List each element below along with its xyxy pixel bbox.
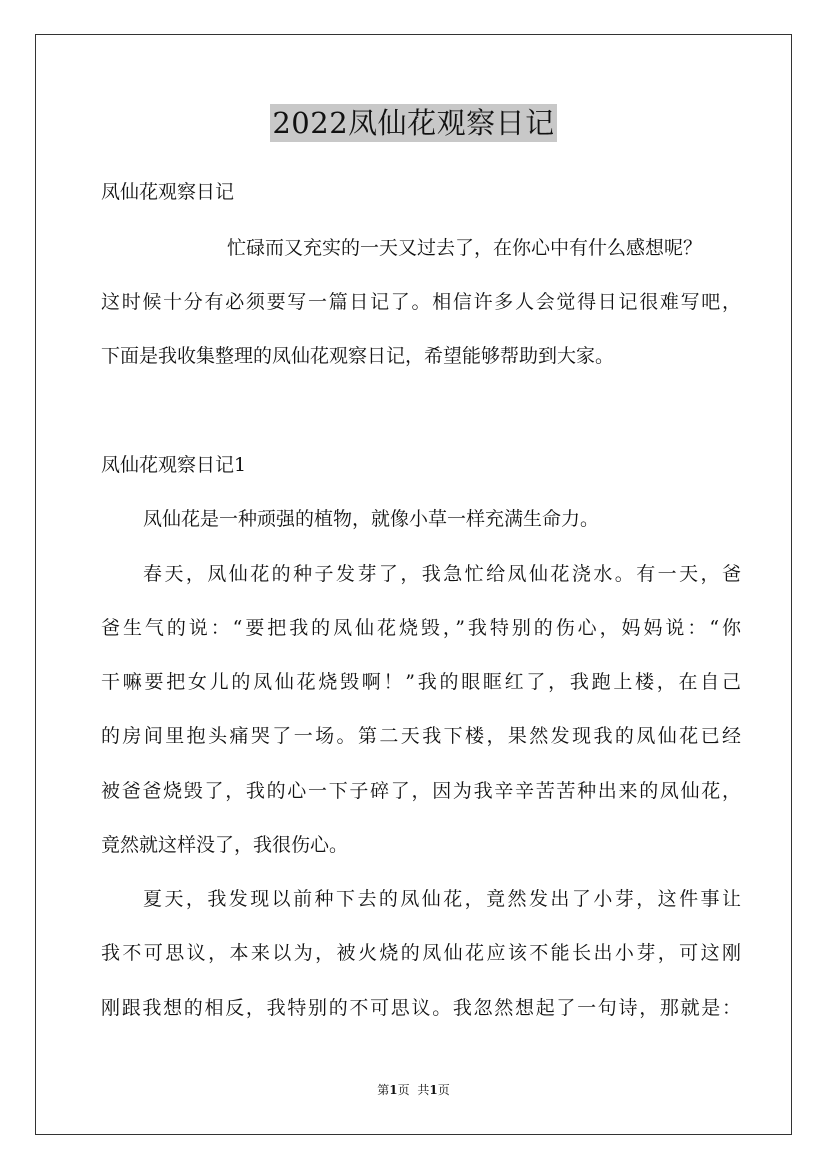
intro-line: 这时候十分有必须要写一篇日记了。相信许多人会觉得日记很难写吧， <box>101 291 741 313</box>
body-line: 凤仙花是一种顽强的植物，就像小草一样充满生命力。 <box>143 508 600 530</box>
body-line: 干嘛要把女儿的凤仙花烧毁啊！”我的眼眶红了，我跑上楼，在自己 <box>101 671 741 693</box>
document-title: 2022凤仙花观察日记 <box>272 106 555 140</box>
section-heading: 凤仙花观察日记1 <box>101 454 247 476</box>
footer-page-mid: 页 <box>397 1083 410 1097</box>
title-wrapper <box>0 104 827 142</box>
intro-line: 下面是我收集整理的凤仙花观察日记，希望能够帮助到大家。 <box>101 345 615 367</box>
document-subtitle: 凤仙花观察日记 <box>101 181 235 203</box>
body-line: 刚跟我想的相反，我特别的不可思议。我忽然想起了一句诗，那就是： <box>101 997 741 1019</box>
body-line: 春天，凤仙花的种子发芽了，我急忙给凤仙花浇水。有一天，爸 <box>143 563 741 585</box>
intro-line: 忙碌而又充实的一天又过去了，在你心中有什么感想呢？ <box>227 237 703 259</box>
body-line: 爸生气的说：“要把我的凤仙花烧毁，”我特别的伤心，妈妈说：“你 <box>101 617 741 639</box>
footer-page-prefix: 第 <box>377 1083 390 1097</box>
page-footer <box>0 1082 827 1098</box>
body-line: 我不可思议，本来以为，被火烧的凤仙花应该不能长出小芽，可这刚 <box>101 942 741 964</box>
footer-total-suffix: 页 <box>437 1083 450 1097</box>
body-line: 竟然就这样没了，我很伤心。 <box>101 834 349 856</box>
body-line: 的房间里抱头痛哭了一场。第二天我下楼，果然发现我的凤仙花已经 <box>101 725 741 747</box>
footer-total-prefix: 共 <box>417 1083 430 1097</box>
body-line: 夏天，我发现以前种下去的凤仙花，竟然发出了小芽，这件事让 <box>143 888 741 910</box>
footer-page-current: 1 <box>389 1083 398 1097</box>
footer-page-total: 1 <box>429 1083 438 1097</box>
body-line: 被爸爸烧毁了，我的心一下子碎了，因为我辛辛苦苦种出来的凤仙花， <box>101 780 741 802</box>
